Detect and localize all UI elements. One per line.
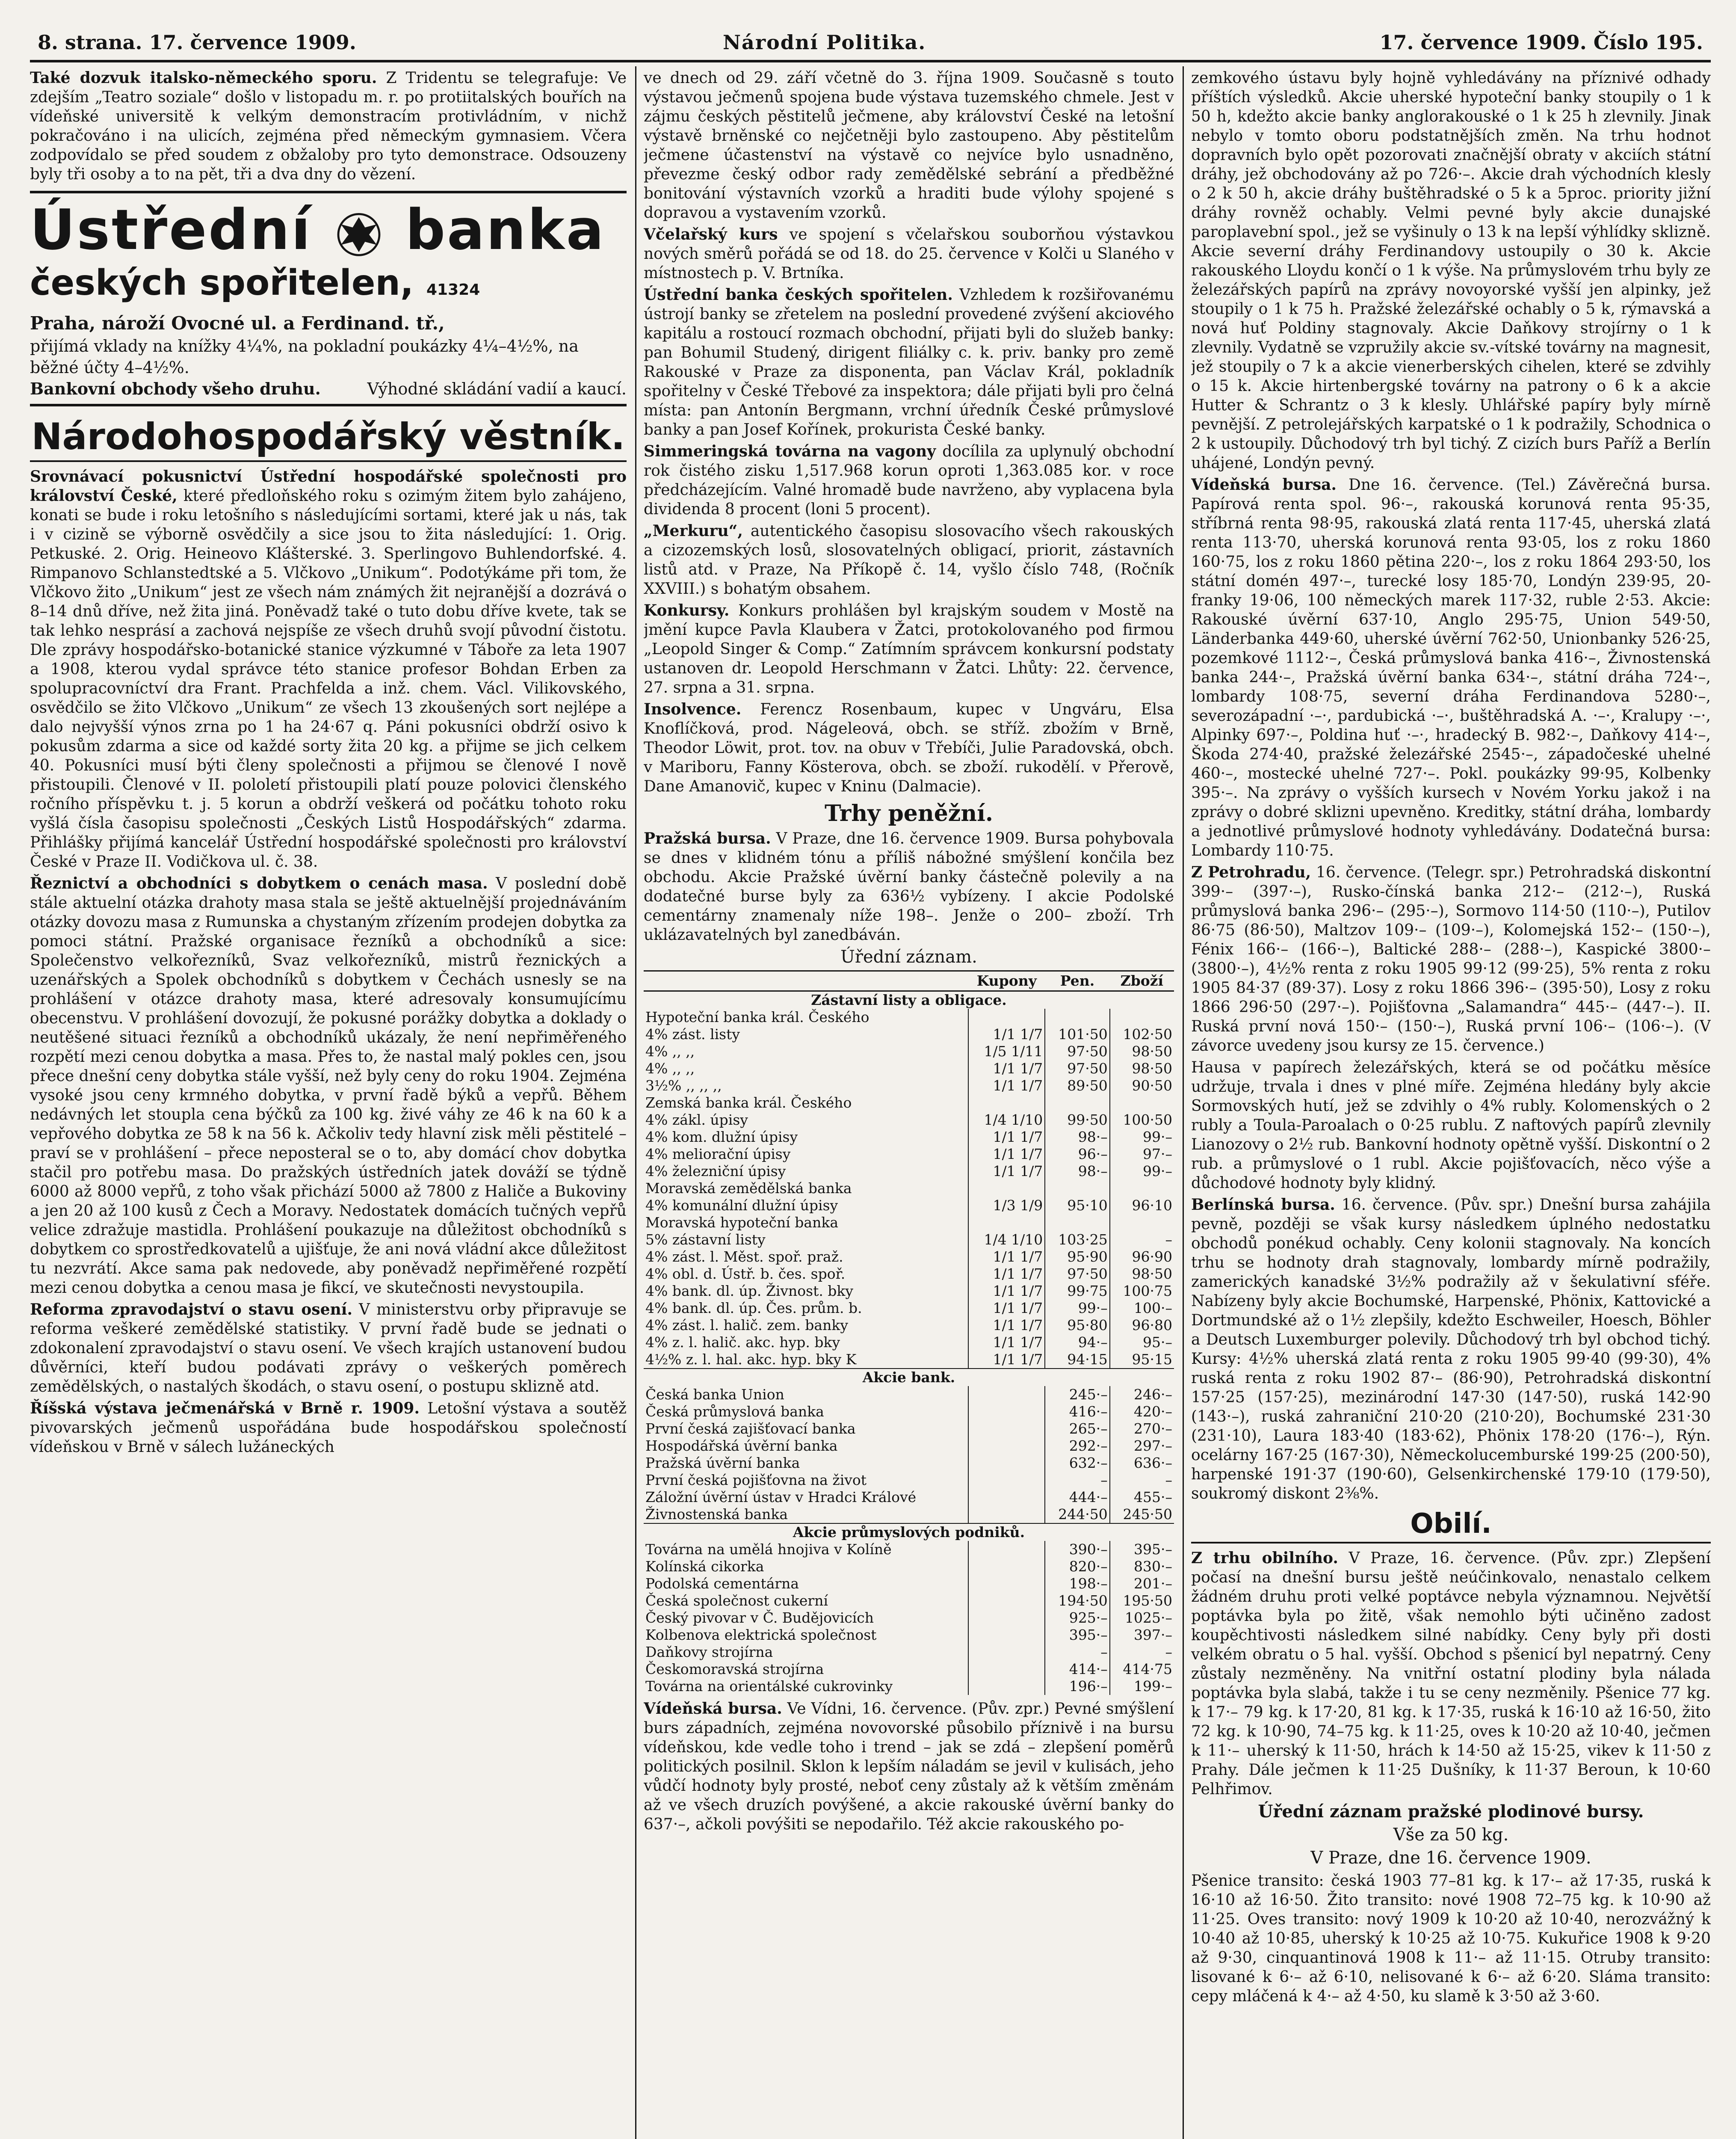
table-cell: 95·10 (1045, 1197, 1109, 1214)
table-row (644, 1163, 1174, 1180)
article-prazska-bursa: Pražská bursa. V Praze, dne 16. července 1909. Bursa pohybovala se dnes v klidném tónu a příliš nábožné smýšlení končila bez obchodu. Akcie Pražské úvěrní banky částečně polevily a na dodatečné burse byly za 636½ vybízeny. I akcie Podolské cementárny znamenaly níže 198–. Jenže o 200– zboží. Trh uklázavatelných byl zanedbáván. (644, 830, 1174, 944)
table-row (644, 1026, 1174, 1043)
table-cell: 97·50 (1045, 1043, 1109, 1060)
table-cell: 1/4 1/10 (968, 1111, 1045, 1129)
column-rule-2 (1183, 66, 1184, 2139)
ad-services (30, 378, 627, 400)
table-cell: 194·50 (1045, 1592, 1109, 1609)
table-cell: 820·– (1045, 1558, 1109, 1575)
table-cell: 98·– (1045, 1163, 1109, 1180)
table-cell: Moravská hypoteční banka (645, 1214, 839, 1231)
article-berlinska-bursa: Berlínská bursa. 16. července. (Pův. spr.) Dnešní bursa zahájila pevně, později se však kursy následkem úplného nedostatku obchodů ponékud ochably. Ceny kolonii stagnovaly. Na koncích trhu se hodnoty drah stagnovaly, lombardy mírně podražily, zamerických kanadské 3½% podražily až v šekulativní sféře. Nabízeny byly akcie Bochumské, Harpenské, Phönix, Kattovické a Dortmundské až o 1½ zlepšily, kdežto Eschweiler, Hoesch, Böhler a Deutsch Luxemburger polevily. Důchodový trh byl obchod tichý. Kursy: 4½% uherská zlatá renta z roku 1905 99·40 (99·30), 4% ruská renta z roku 1902 87·– (86·90), Petrohradská diskontní 157·25 (157·25), mezinárodní 147·30 (147·50), ruská 142·90 (143·–), ruská zahraniční 210·20 (210·20), Bochumské 231·30 (231·10), Laura 183·40 (183·62), Phönix 178·20 (176·–), Rýn. ocelárny 167·25 (167·30), Německolucemburské 199·25 (200·50), harpenské 191·37 (190·60), Gelsenkirchenské 179·10 (179·50), soukromý diskont 2⅜%. (1191, 1196, 1711, 1502)
table-cell: 201·– (1110, 1575, 1174, 1592)
table-row (644, 1626, 1174, 1644)
table-cell (968, 1455, 1045, 1472)
table-row (644, 1575, 1174, 1592)
plodinova-bursa-sub: Vše za 50 kg. (1393, 1825, 1509, 1845)
table-cell (1110, 1180, 1174, 1197)
table-cell: 99·50 (1045, 1111, 1109, 1129)
table-cell: 830·– (1110, 1558, 1174, 1575)
table-cell: 97·50 (1045, 1265, 1109, 1283)
table-cell: 4% meliorační úpisy (645, 1146, 791, 1162)
table-row (644, 1420, 1174, 1437)
article-reforma: Reforma zpravodajství o stavu osení. V ministerstvu orby připravuje se reforma veškeré zemědělské statistiky. V první řadě bude se jednati o zdokonalení zpravodajství o stavu osení. Ve všech krajích ustanovení budou důvěrníci, kteří budou podávati zprávy o veškerých poměrech zemědělských, o nastalých škodách, o stavu osení, o postupu sklizně atd. (30, 1301, 627, 1395)
table-cell: Český pivovar v Č. Budějovicích (645, 1609, 874, 1626)
article-konkursy: Konkursy. Konkurs prohlášen byl krajským soudem v Mostě na jmění kupce Pavla Klaubera v Žatci, protokolovaného pod firmou „Leopold Singer & Comp.“ Zatímním správcem konkursní podstaty ustanoven dr. Leopold Herschmann v Žatci. Lhůty: 22. července, 27. srpna a 31. srpna. (644, 601, 1174, 696)
table-cell: 1/3 1/9 (968, 1197, 1045, 1214)
table-cell (968, 1420, 1045, 1437)
table-cell: 1/1 1/7 (968, 1351, 1045, 1369)
table-cell: 246·– (1110, 1386, 1174, 1403)
table-cell: 444·– (1045, 1489, 1109, 1506)
table-header-row (644, 971, 1174, 991)
table-cell: 100·75 (1110, 1283, 1174, 1300)
article-vystava-jecmenarska: Říšská výstava ječmenářská v Brně r. 1909. Letošní výstava a soutěž pivovarských ječmenů uspořádána bude hospodářskou společností vídeňskou v Brně v sálech lužáneckých (30, 1399, 627, 1456)
table-cell: 99·75 (1045, 1283, 1109, 1300)
table-cell: 1/1 1/7 (968, 1317, 1045, 1334)
table-row (644, 1077, 1174, 1094)
table-cell: 420·– (1110, 1403, 1174, 1420)
table-cell: 244·50 (1045, 1506, 1109, 1523)
table-cell: 98·50 (1110, 1060, 1174, 1077)
quotes-table-body (644, 991, 1174, 1695)
table-cell: První česká pojišťovna na život (645, 1472, 867, 1488)
table-cell: 265·– (1045, 1420, 1109, 1437)
table-row (644, 1386, 1174, 1403)
table-cell: 95·– (1110, 1334, 1174, 1351)
table-cell: 395·– (1110, 1541, 1174, 1558)
table-cell: Moravská zemědělská banka (645, 1180, 852, 1197)
table-cell: 103·25 (1045, 1231, 1109, 1248)
table-cell (968, 1214, 1045, 1231)
table-cell: 245·– (1045, 1386, 1109, 1403)
table-cell: 292·– (1045, 1437, 1109, 1455)
table-row (644, 1334, 1174, 1351)
table-cell (968, 1009, 1045, 1026)
table-cell: 245·50 (1110, 1506, 1174, 1523)
table-cell: 97·– (1110, 1146, 1174, 1163)
table-cell: 632·– (1045, 1455, 1109, 1472)
table-cell: 1/5 1/11 (968, 1043, 1045, 1060)
table-row (644, 1129, 1174, 1146)
table-cell: Zemská banka král. Českého (645, 1094, 852, 1111)
table-row (644, 1558, 1174, 1575)
table-cell: 1/1 1/7 (968, 1077, 1045, 1094)
table-row (644, 1197, 1174, 1214)
table-cell: 195·50 (1110, 1592, 1174, 1609)
table-cell: 96·80 (1110, 1317, 1174, 1334)
table-cell: 455·– (1110, 1489, 1174, 1506)
section-title-trhy: Trhy peněžní. (825, 800, 993, 827)
column-1 (30, 68, 627, 2139)
table-row (644, 1283, 1174, 1300)
table-row (644, 1043, 1174, 1060)
table-cell: 1/1 1/7 (968, 1300, 1045, 1317)
table-cell: 4% bank. dl. úp. Čes. prům. b. (645, 1300, 862, 1316)
table-cell: 4% železniční úpisy (645, 1163, 786, 1179)
table-row (644, 1094, 1174, 1111)
table-cell (1110, 1094, 1174, 1111)
table-cell: 4% bank. dl. úp. Živnost. bky (645, 1283, 854, 1299)
table-cell: 96·10 (1110, 1197, 1174, 1214)
table-header: Pen. (1045, 971, 1109, 991)
table-header: Kupony (968, 971, 1045, 991)
table-cell: 90·50 (1110, 1077, 1174, 1094)
table-cell: 4% zást. l. halič. zem. banky (645, 1317, 848, 1333)
ad-services-right: Výhodné skládání vadií a kaucí. (367, 379, 627, 398)
table-cell (968, 1094, 1045, 1111)
table-cell (1045, 1214, 1109, 1231)
table-cell: 95·80 (1045, 1317, 1109, 1334)
table-row (644, 1541, 1174, 1558)
table-cell: 99·– (1110, 1163, 1174, 1180)
table-cell: 95·90 (1045, 1248, 1109, 1265)
table-cell: 1/1 1/7 (968, 1146, 1045, 1163)
table-cell: 1/1 1/7 (968, 1163, 1045, 1180)
ad-interest-rates: přijímá vklady na knížky 4¼%, na pokladní poukázky 4¼–4½%, na běžné účty 4–4½%. (30, 337, 579, 377)
article-merkur: „Merkuru“, autentického časopisu slosovacího všech rakouských a cizozemských losů, slosovatelných obligací, priorit, zástavních listů atd. v Praze, Na Příkopě č. 14, vyšlo číslo 748, (Ročník XXVIII.) s bohatým obsahem. (644, 522, 1174, 598)
bank-advertisement (30, 191, 627, 406)
table-row (644, 1351, 1174, 1369)
table-cell: 1/1 1/7 (968, 1334, 1045, 1351)
table-cell: 4% kom. dlužní úpisy (645, 1129, 798, 1145)
table-header (644, 971, 968, 991)
table-cell (968, 1386, 1045, 1403)
table-row (644, 1592, 1174, 1609)
table-cell: 102·50 (1110, 1026, 1174, 1043)
table-cell (968, 1644, 1045, 1661)
table-cell: – (1045, 1472, 1109, 1489)
eagle-emblem-icon (333, 208, 384, 259)
table-cell: 1/4 1/10 (968, 1231, 1045, 1248)
article-videnska-bursa: Vídeňská bursa. Ve Vídni, 16. července. (Pův. zpr.) Pevné smýšlení burs západních, zejména novovorské působilo příznivě i na bursu vídeňskou, kde vedle toho i trend – jak se zdá – zlepšení poměrů politických posilnil. Sklon k lepším náladám se jevil v kulisách, jeho vůdčí hodnoty byly prosté, neboť ceny zůstaly až k větším změnám až ve všech druzích povýšené, a akcie rakouské úvěrní banky do 637·–, ačkoli povýšiti se nepodařilo. Též akcie rakouského po- (644, 1700, 1174, 1833)
table-cell: 4% obl. d. Ústř. b. čes. spoř. (645, 1265, 846, 1282)
table-cell: 1/1 1/7 (968, 1283, 1045, 1300)
table-cell: Hypoteční banka král. Českého (645, 1009, 869, 1025)
table-cell: – (1110, 1472, 1174, 1489)
table-cell: Českomoravská strojírna (645, 1661, 824, 1677)
table-cell: Česká průmyslová banka (645, 1403, 824, 1420)
table-row (644, 1609, 1174, 1626)
table-cell: 100·50 (1110, 1111, 1174, 1129)
table-cell: 4% zást. listy (645, 1026, 740, 1043)
table-cell (968, 1506, 1045, 1523)
table-row (644, 1231, 1174, 1248)
table-cell: 101·50 (1045, 1026, 1109, 1043)
table-cell: Záložní úvěrní ústav v Hradci Králové (645, 1489, 917, 1505)
masthead-title: Národní Politika. (723, 31, 926, 54)
table-cell: 89·50 (1045, 1077, 1109, 1094)
table-cell (968, 1472, 1045, 1489)
table-row (644, 1403, 1174, 1420)
table-cell (1045, 1180, 1109, 1197)
table-cell (1110, 1214, 1174, 1231)
table-group-label: Akcie bank. (644, 1369, 1174, 1386)
table-cell: 100·– (1110, 1300, 1174, 1317)
table-cell: 95·15 (1110, 1351, 1174, 1369)
table-cell: – (1110, 1231, 1174, 1248)
table-cell: 1/1 1/7 (968, 1265, 1045, 1283)
table-cell: – (1110, 1644, 1174, 1661)
table-cell: 4% zákl. úpisy (645, 1111, 748, 1128)
table-row (644, 1265, 1174, 1283)
table-row (644, 1661, 1174, 1678)
table-cell: Pražská úvěrní banka (645, 1455, 800, 1471)
table-cell: 98·50 (1110, 1043, 1174, 1060)
table-cell (968, 1609, 1045, 1626)
table-row (644, 1180, 1174, 1197)
table-cell: Daňkovy strojírna (645, 1644, 773, 1660)
table-row (644, 1455, 1174, 1472)
table-cell: 1025·– (1110, 1609, 1174, 1626)
table-cell (968, 1678, 1045, 1695)
ad-subtitle: českých spořitelen, 41324 (30, 263, 480, 303)
table-header: Zboží (1110, 971, 1174, 991)
article-pokusnictvi: Srovnávací pokusnictví Ústřední hospodářské společnosti pro království České, které předloňského roku s ozimým žitem bylo zahájeno, konati se bude i roku letošního s následujícími sortami, které jak u nás, tak i v cizině se výborně osvědčily a sice jsou to žita následující: 1. Orig. Petkuské. 2. Orig. Heineovo Klášterské. 3. Sperlingovo Buhlendorfské. 4. Rimpanovo Schlanstedtské a 5. Vlčkovo „Unikum“. Podotýkáme při tom, že Vlčkovo žito „Unikum“ jest ze všech nám známých žit nejranější a dozrává o 8–14 dnů dříve, než žita jiná. Poněvadž také o tuto dobu dříve kvete, tak se tak lehko nesprásí a zachová nejspíše ze všech druhů svojí původní čistotu. Dle zprávy hospodářsko-botanické stanice výzkumné v Táboře za leta 1907 a 1908, kterou vydal správce této stanice profesor Bohdan Erben za spolupracovníctví dra Frant. Prachfelda a inž. chem. Václ. Vilikovského, osvědčilo se žito Vlčkovo „Unikum“ ze všech 13 zkoušených sort nejlépe a dalo nejvyšší výnos zrna po 1 ha 24·67 q. Páni pokusníci obdrží osivo k pokusům zdarma a sice od každé sorty žita 20 kg. a přijme se jich celkem 40. Pokusníci musí býti členy společnosti a přijmou se členové I nově přistoupili. Členové v II. pololetí přistoupili platí pouze polovici členského ročního příspěvku t. j. 5 korun a obdrží veškerá od počátku tohoto roku vyšlá čísla časopisu společnosti „Českých Listů Hospodářských“ zdarma. Přihlášky přijímá kancelář Ústřední hospodářské společnosti pro království České v Praze II. Vodičkova ul. č. 38. (30, 468, 627, 871)
table-cell (968, 1403, 1045, 1420)
table-cell: 96·– (1045, 1146, 1109, 1163)
header-date-left: 8. strana. 17. července 1909. (38, 31, 356, 54)
table-cell: Továrna na orientálské cukrovinky (645, 1678, 893, 1695)
table-cell: 4% ,, ,, (645, 1043, 695, 1060)
table-group-row (644, 1523, 1174, 1541)
plodinova-bursa-title: Úřední záznam pražské plodinové bursy. (1258, 1801, 1644, 1822)
table-cell: 99·– (1110, 1129, 1174, 1146)
table-cell: Česká společnost cukerní (645, 1592, 828, 1609)
table-cell: 636·– (1110, 1455, 1174, 1472)
table-cell: 97·50 (1045, 1060, 1109, 1077)
article-plodinova-bursa: Pšenice transito: česká 1903 77–81 kg. k 17·– až 17·35, ruská k 16·10 až 16·50. Žito transito: nové 1908 72–75 kg. k 10·90 až 11·25. Oves transito: nový 1909 k 10·20 až 10·40, nerozvážný k 10·40 až 10·85, uherský k 10·25 až 10·75. Kukuřice 1908 k 9·20 až 9·30, cinquantinová 1908 k 11·– až 11·15. Otruby transito: lisované k 6·– až 6·10, nelisované k 6·– až 6·20. Sláma transito: cepy mláčená k 4·– až 4·50, ku slamě k 3·50 až 3·60. (1191, 1872, 1711, 2005)
table-cell: 98·50 (1110, 1265, 1174, 1283)
table-row (644, 1111, 1174, 1129)
table-row (644, 1146, 1174, 1163)
table-cell: 395·– (1045, 1626, 1109, 1644)
table-cell: 99·– (1045, 1300, 1109, 1317)
article-simmering: Simmeringská továrna na vagony docílila za uplynulý obchodní rok čistého zisku 1,517.968 korun oproti 1,363.085 kor. v roce předcházejícím. Valné hromadě bude navrženo, aby vyplacena byla dividenda 8 procent (loni 5 procent). (644, 442, 1174, 518)
table-cell: 416·– (1045, 1403, 1109, 1420)
article-reznictvi: Řeznictví a obchodníci s dobytkem o cenách masa. V poslední době stále aktuelní otázka drahoty masa stala se ještě aktuelnější projednáváním otázky dovozu masa z Rumunska a chystaným zřízením prodejen dobytka za pomoci státní. Pražské organisace řezníků a obchodníků a sice: Společenstvo velkořezníků, Svaz velkořezníků, mistrů řeznických a uzenářských a Spolek obchodníků s dobytkem v Čechách usnesly se na prohlášení v otázce drahoty masa, které adresovaly konsumujícímu obecenstvu. V prohlášení dovozují, že pokusné porážky dobytka a doklady o neutěšené situaci řezníků a obchodníků ukázaly, že není nepřiměřeného rozpětí mezi cenou dobytka a masa. Přes to, že nastal malý pokles cen, jsou přece dnešní ceny dobytka stále vyšší, než byly ceny do roku 1904. Zejména vysoké jsou ceny krmného dobytka, v první řadě býků a vepřů. Během nedávných let stoupla cena býčků za 100 kg. živé váhy ze 46 k na 60 k a vepřového dobytka ze 58 k na 56 k. Ačkoliv tedy hlavní zisk měli pěstitelé – praví se v prohlášení – přece neposteral se o to, aby domácí chov dobytka stačil pro potřebu masa. Do pražských ústředních jatek dováží se týdně 6000 až 8000 vepřů, z toho však přichází 5000 až 7800 z Haliče a Bukoviny a jen 20 až 100 kusů z Čech a Moravy. Nedostatek domácích tučných vepřů velice zdražuje mastidla. Prohlášení poukazuje na důležitost obchodníků s dobytkem co sprostředkovatelů a ujišťuje, že ani nová vládní akce důležitost tu nezvrátí. Akce sama pak nedovede, aby poněvadž nepřiměřené rozpětí mezi cenou dobytka a cenou masa je fikcí, ve skutečnosti nevystoupila. (30, 874, 627, 1297)
table-row (644, 1300, 1174, 1317)
article-vystava-continued: ve dnech od 29. září včetně do 3. října 1909. Současně s touto výstavou ječmenů spojena bude výstava tuzemského chmele. Jest v zájmu českých pěstitelů ječmene, aby království České na letošní výstavě brněnské co nejčetněji bylo zastoupeno. Aby pěstitelům ječmene účastenství na výstavě co nejvíce bylo usnadněno, převezme český odbor rady zemědělské sebrání a předběžné bonitování výstavních vzorků a hraditi bude výlohy spojené s dopravou a vystavením vzorků. (644, 69, 1174, 222)
article-vienna-continued: zemkového ústavu byly hojně vyhledávány na příznivé odhady příštích výsledků. Akcie uherské hypoteční banky stoupily o 1 k 50 h, kdežto akcie banky anglorakouské o 1 k 25 h zlevnily. Jinak nebylo v tomto oboru podstatnějších změn. Na trhu hodnot dopravních bylo opět pozorovati značnější obraty v akciích státní dráhy, jež obchodovány až po 726·–. Akcie drah východních klesly o 2 k 50 h, akcie dráhy buštěhradské o 5 k a 5proc. priority jižní dráhy rovněž ochably. Velmi pevné byly akcie dunajské paroplavební spol., jež se vyšinuly o 13 k na lepší výhlídky sklizně. Akcie severní dráhy Ferdinandovy ustoupily o 30 k. Akcie rakouského Lloydu končí o 1 k výše. Na průmyslovém trhu byly ze železářských papírů na zprávy novoyorské vyšší jen alpinky, jež stoupily o 1 k 75 h. Pražské železářské ochably o 5 k, rýmavská a nová huť Poldiny stagnovaly. Akcie Daňkovy strojírny o 1 k zlevnily. Vydatně se vzpružily akcie sv.-vítské továrny na magnesit, jež stoupily o 7 k a akcie vienerberských cihelen, které se zdvihly o 15 k. Akcie hirtenbergské továrny na patrony o 6 k a akcie Hutter & Schrantz o 3 k klesly. Uhlářské papíry byly mírně pevnější. Z petrolejářských karpatské o 1 k podražily, Schodnica o 2 k ustoupily. Důchodový trh byl tichý. Z cizích burs Paříž a Berlín uhájené, Londýn pevný. (1191, 69, 1711, 472)
table-cell (1110, 1009, 1174, 1026)
quotes-table (644, 970, 1174, 1695)
table-row (644, 1506, 1174, 1523)
table-cell: 1/1 1/7 (968, 1026, 1045, 1043)
table-cell: 94·– (1045, 1334, 1109, 1351)
table-cell: 4% ,, ,, (645, 1060, 695, 1077)
table-cell: 199·– (1110, 1678, 1174, 1695)
table-cell: 4% z. l. halič. akc. hyp. bky (645, 1334, 840, 1351)
article-ustredni-banka: Ústřední banka českých spořitelen. Vzhledem k rozšiřovanému ústrojí banky se zřetelem na poslední provedené zvýšení akciového kapitálu a rostoucí rozmach obchodní, přijati byli do služeb banky: pan Bohumil Studený, dirigent filiálky c. k. priv. banky pro země Rakouské v Praze za disponenta, pan Václav Král, pokladník spořitelny v České Třebové za inspektora; dále přijati byli pro čelná místa: pan Antonín Bergmann, vrchní úředník České průmyslové banky a pan Josef Kořínek, prokurista České banky. (644, 286, 1174, 438)
table-cell: Česká banka Union (645, 1386, 784, 1403)
table-cell: 414·– (1045, 1661, 1109, 1678)
table-cell: 198·– (1045, 1575, 1109, 1592)
table-cell (968, 1489, 1045, 1506)
table-row (644, 1317, 1174, 1334)
table-cell: Živnostenská banka (645, 1506, 788, 1523)
table-cell: 96·90 (1110, 1248, 1174, 1265)
table-cell: 196·– (1045, 1678, 1109, 1695)
ad-services-left: Bankovní obchody všeho druhu. (30, 379, 321, 398)
table-cell: – (1045, 1644, 1109, 1661)
header-date-right: 17. července 1909. Číslo 195. (1379, 31, 1703, 54)
newspaper-page (30, 26, 1711, 2139)
table-title: Úřední záznam. (840, 947, 977, 967)
table-cell: Podolská cementárna (645, 1575, 799, 1592)
article-vcelarsky-kurs: Včelařský kurs ve spojení s včelařskou souborňou výstavkou nových směrů pořádá se od 18. do 25. července v Kolči u Slaného v místnostech p. V. Brtníka. (644, 225, 1174, 282)
table-cell: 1/1 1/7 (968, 1060, 1045, 1077)
table-group-row (644, 1369, 1174, 1386)
section-title-vestnik: Národohospodářský věstník. (30, 413, 627, 462)
article-videnska-zaverecna: Vídeňská bursa. Dne 16. července. (Tel.) Závěrečná bursa. Papírová renta spol. 96·–, rakouská korunová renta 95·35, stříbrná renta 98·95, rakouská zlatá renta 117·45, uherská zlatá renta 113·70, uherská korunová renta 93·05, los z roku 1860 160·75, los z roku 1860 pětina 220·–, los z roku 1864 293·50, los státní domén 497·–, turecké losy 185·70, Londýn 239·95, 20-franky 19·06, 100 německých marek 117·32, ruble 2·53. Akcie: Rakouské úvěrní 637·10, Anglo 295·75, Union 549·50, Länderbanka 449·60, uherské úvěrní 762·50, Unionbanky 526·25, pozemkové 1112·–, Česká průmyslová banka 416·–, Živnostenská banka 244·–, Pražská úvěrní banka 634·–, státní dráha 724·–, lombardy 108·75, severní dráha Ferdinandova 5280·–, severozápadní ·–·, pardubická ·–·, buštěhradská A. ·–·, Kralupy ·–·, Alpinky 697·–, Poldina huť ·–·, hradecký B. 982·–, Daňkovy 414·–, Škoda 274·40, pražské železářské 2545·–, západočeské uhelné 460·–, mostecké uhelné 727·–. Pokl. poukázky 99·95, Kolbenky 395·–. Na zprávy o vyšších kursech v Novém Yorku jakož i na zprávy o dobré sklizni upevněno. Kreditky, státní dráha, lombardy a jednotlivé průmyslové hodnoty vyhledávány. Dodatečná bursa: Lombardy 110·75. (1191, 476, 1711, 859)
table-cell: 3½% ,, ,, ,, (645, 1077, 722, 1094)
table-cell: 94·15 (1045, 1351, 1109, 1369)
table-cell: 397·– (1110, 1626, 1174, 1644)
table-cell: Kolbenova elektrická společnost (645, 1626, 877, 1643)
table-cell: 297·– (1110, 1437, 1174, 1455)
table-cell: První česká zajišťovací banka (645, 1420, 856, 1437)
table-cell (1045, 1009, 1109, 1026)
table-cell: 1/1 1/7 (968, 1129, 1045, 1146)
table-cell: Hospodářská úvěrní banka (645, 1437, 838, 1454)
table-group-row (644, 991, 1174, 1009)
section-title-obili: Obilí. (1191, 1506, 1711, 1544)
table-cell: Kolínská cikorka (645, 1558, 764, 1575)
article-dozvuk: Také dozvuk italsko-německého sporu. Z Tridentu se telegrafuje: Ve zdejším „Teatro soziale“ došlo v listopadu m. r. po protiitalských bouřích na vídeňské universitě k velkým demonstracím protivládním, v nichž pokračováno i na ulicích, zejména před německým gymnasiem. Včera zodpovídalo se před soudem z obžaloby pro tyto demonstrace. Odsouzeny byly tři osoby a to na pět, tři a dva dny do vězení. (30, 69, 627, 183)
column-rule-1 (635, 66, 636, 2139)
table-cell (968, 1541, 1045, 1558)
page-header (30, 26, 1711, 62)
plodinova-bursa-date: V Praze, dne 16. července 1909. (1310, 1848, 1591, 1868)
table-row (644, 1678, 1174, 1695)
table-cell: Továrna na umělá hnojiva v Kolíně (645, 1541, 892, 1558)
table-cell: 4% komunální dlužní úpisy (645, 1197, 838, 1214)
article-trh-obilni: Z trhu obilního. V Praze, 16. července. (Pův. zpr.) Zlepšení počasí na dnešní bursu ještě neúčinkovalo, nenastalo celkem žádném druhu proti velké poptávce nebyla významnou. Největší poptávka byla po žitě, však nemohlo býti učiněno zadost koupěchtivosti následkem silné nabídky. Ceny byly při dosti velkém obratu o 5 hal. vyšší. Obchod s pšenicí byl nepatrný. Ceny zůstaly nezměněny. Na vnitřní ostatní plodiny byla nálada poptávka byla slabá, takže i tu se ceny nezměnily. Pšenice 77 kg. k 17·– 79 kg. k 17·20, 81 kg. k 17·35, ruská k 16·10 až 16·50, žito 72 kg. k 10·90, 74–75 kg. k 11·25, oves k 10·20 až 10·40, ječmen k 11·– uherský k 11·50, hrách k 14·50 až 15·25, vikev k 11·50 z Prahy. Dále ječmen k 11·25 Dušníky, k 11·37 Beroun, k 10·60 Pelhřimov. (1191, 1549, 1711, 1798)
table-row (644, 1472, 1174, 1489)
article-petrohrad: Z Petrohradu, 16. července. (Telegr. spr.) Petrohradská diskontní 399·– (397·–), Rusko-čínská banka 212·– (212·–), Ruská průmyslová banka 296·– (295·–), Sormovo 114·50 (110·–), Putilov 86·75 (86·50), Maltzov 109·– (109·–), Kolomejská 152·– (150·–), Fénix 166·– (166·–), Baltické 288·– (288·–), Kaspické 3800·– (3800·–), 4½% renta z roku 1905 99·12 (99·25), 5% renta z roku 1905 84·37 (89·37). Losy z roku 1866 396·– (395·50), Losy z roku 1866 296·50 (297·–). Pojišťovna „Salamandra“ 445·– (447·–). II. Ruská první nová 150·– (150·–), Ruská první 106·– (106·–). (V závorce uvedeny jsou kursy ze 15. července.) (1191, 863, 1711, 1055)
table-cell (1045, 1094, 1109, 1111)
table-cell: 5% zástavní listy (645, 1231, 766, 1248)
table-group-label: Zástavní listy a obligace. (644, 991, 1174, 1009)
table-cell: 925·– (1045, 1609, 1109, 1626)
column-2 (644, 68, 1174, 2139)
table-cell (968, 1558, 1045, 1575)
table-cell (968, 1437, 1045, 1455)
ad-address: Praha, nároží Ovocné ul. a Ferdinand. tř., (30, 313, 445, 334)
table-cell: 270·– (1110, 1420, 1174, 1437)
table-row (644, 1437, 1174, 1455)
table-row (644, 1060, 1174, 1077)
table-row (644, 1489, 1174, 1506)
table-cell: 1/1 1/7 (968, 1248, 1045, 1265)
table-cell (968, 1661, 1045, 1678)
table-row (644, 1214, 1174, 1231)
table-cell (968, 1626, 1045, 1644)
table-cell: 4% zást. l. Měst. spoř. praž. (645, 1248, 843, 1265)
table-cell (968, 1575, 1045, 1592)
table-cell: 414·75 (1110, 1661, 1174, 1678)
table-cell: 390·– (1045, 1541, 1109, 1558)
table-row (644, 1009, 1174, 1026)
table-group-label: Akcie průmyslových podniků. (644, 1523, 1174, 1541)
table-row (644, 1248, 1174, 1265)
table-cell: 98·– (1045, 1129, 1109, 1146)
table-cell (968, 1180, 1045, 1197)
table-row (644, 1644, 1174, 1661)
table-cell: 4½% z. l. hal. akc. hyp. bky K (645, 1351, 857, 1368)
article-insolvence: Insolvence. Ferencz Rosenbaum, kupec v Ungváru, Elsa Knoflíčková, prod. Nágeleová, obch. se stříž. zbožím v Brně, Theodor Löwit, prot. tov. na obuv v Třebíči, Julie Paradovská, obch. v Mariboru, Fanny Kösterova, obch. se zboží. rukodělí. v Přerově, Dane Amanovič, kupec v Kninu (Dalmacie). (644, 700, 1174, 795)
column-3 (1191, 68, 1711, 2139)
ad-title: Ústřední banka (30, 197, 606, 262)
table-cell (968, 1592, 1045, 1609)
article-petrohrad-hausa: Hausa v papírech železářských, která se od počátku měsíce udržuje, trvala i dnes v plné míře. Zejména hledány byly akcie Sormovských hutí, jež se zdvihly o 4% rubly. Kolomenských o 2 rubly a Toula-Paroalach o 0·25 rublu. Z naftových papírů zlevnily Lianozovy o 2½ rub. Bankovní hodnoty opětně vyšší. Diskontní o 2 rub. a průmyslové o 1 rubl. Akcie pojišťovacích, něco výše a důchodové hodnoty byly klidný. (1191, 1059, 1711, 1192)
